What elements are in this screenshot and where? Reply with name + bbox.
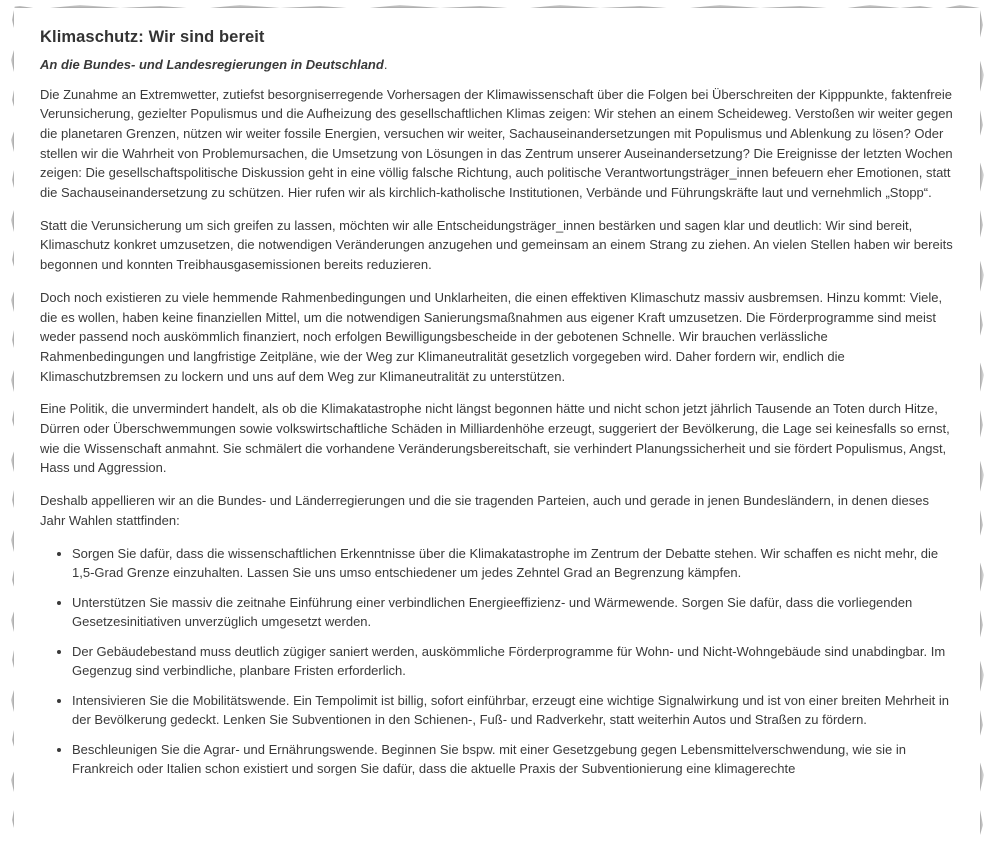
address-line [40, 55, 954, 75]
document-title: Klimaschutz: Wir sind bereit [40, 28, 265, 46]
demand-item-mobility: • Intensivieren Sie die Mobilitätswende. Ein Tempolimit ist billig, sofort einführbar, erzeugt eine wichtige Signalwirkung und ist von einer breiten Mehrheit in der Bevölkerung gedeckt. Lenken Sie Subventionen in den Schienen-, Fuß- und Radverkehr, statt weiterhin Autos und Straßen zu fördern. [72, 691, 954, 730]
demand-item-energy: • Unterstützen Sie massiv die zeitnahe Einführung einer verbindlichen Energieeffizienz- und Wärmewende. Sorgen Sie dafür, dass die vorliegenden Gesetzesinitiativen unverzüglich umgesetzt werden. [72, 593, 954, 632]
document-body [40, 28, 954, 789]
demands-list [40, 544, 954, 779]
paragraph-politics: Eine Politik, die unvermindert handelt, als ob die Klimakatastrophe nicht längst begonnen hätte und nicht schon jetzt jährlich Tausende an Toten durch Hitze, Dürren oder Überschwemmungen sowie volkswirtschaftliche Schäden in Milliardenhöhe erzeugt, suggeriert der Bevölkerung, die Lage sei keinesfalls so ernst, wie die Wissenschaft anmahnt. Sie schmälert die vorhandene Veränderungsbereitschaft, sie verhindert Planungssicherheit und sie fördert Populismus, Angst, Hass und Aggression. [40, 401, 950, 476]
demand-item-science: • Sorgen Sie dafür, dass die wissenschaftlichen Erkenntnisse über die Klimakatastrophe im Zentrum der Debatte stehen. Wir schaffen es nicht mehr, die 1,5-Grad Grenze einzuhalten. Lassen Sie uns umso entschiedener um jedes Zehntel Grad an Begrenzung kämpfen. [72, 544, 954, 583]
address-recipient: An die Bundes- und Landesregierungen in Deutschland [40, 57, 384, 72]
paragraph-appeal: Deshalb appellieren wir an die Bundes- und Länderregierungen und die sie tragenden Parteien, auch und gerade in jenen Bundesländern, in denen dieses Jahr Wahlen stattfinden: [40, 493, 929, 528]
paragraph-intro: Die Zunahme an Extremwetter, zutiefst besorgniserregende Vorhersagen der Klimawissenschaft über die Folgen bei Überschreiten der Kipppunkte, faktenfreie Verunsicherung, gezielter Populismus und die Aufheizung des gesellschaftlichen Klimas zeigen: Wir stehen an einem Scheideweg. Verstoßen wir weiter gegen die planetaren Grenzen, nützen wir weiter fossile Energien, versuchen wir weiter, Sachauseinandersetzungen mit Populismus und Ablenkung zu lösen? Oder stellen wir die Wahrheit von Problemursachen, die Umsetzung von Lösungen in das Zentrum unserer Auseinandersetzung? Die Ereignisse der letzten Wochen zeigen: Die gesellschaftspolitische Diskussion geht in eine völlig falsche Richtung, auch politische Verantwortungsträger_innen befeuern eher Emotionen, statt die Sachauseinandersetzung zu schützen. Hier rufen wir als kirchlich-katholische Institutionen, Verbände und Führungskräfte laut und vernehmlich „Stopp“. [40, 86, 953, 201]
address-suffix: . [383, 57, 388, 72]
paragraph-obstacles: Doch noch existieren zu viele hemmende Rahmenbedingungen und Unklarheiten, die einen effektiven Klimaschutz massiv ausbremsen. Hinzu kommt: Viele, die es wollen, haben keine finanziellen Mittel, um die notwendigen Sanierungsmaßnahmen aus eigener Kraft umzusetzen. Die Förderprogramme sind meist weder passend noch auskömmlich finanziert, noch erfolgen Bewilligungsbescheide in der gebotenen Schnelle. Wir brauchen verlässliche Rahmenbedingungen und langfristige Zeitpläne, wie der Weg zur Klimaneutralität gesetzlich vorgegeben wird. Daher fordern wir, endlich die Klimaschutzbremsen zu lockern und uns auf dem Weg zur Klimaneutralität zu unterstützen. [40, 289, 943, 384]
demand-item-agriculture: • Beschleunigen Sie die Agrar- und Ernährungswende. Beginnen Sie bspw. mit einer Gesetzgebung gegen Lebensmittelverschwendung, wie sie in Frankreich oder Italien schon existiert und sorgen Sie dafür, dass die aktuelle Praxis der Subventionierung eine klimagerechte [72, 740, 954, 779]
paragraph-readiness: Statt die Verunsicherung um sich greifen zu lassen, möchten wir alle Entscheidungsträger_innen bestärken und sagen klar und deutlich: Wir sind bereit, Klimaschutz konkret umzusetzen, die notwendigen Veränderungen anzugehen und gemeinsam an einem Strang zu ziehen. An vielen Stellen haben wir bereits begonnen und konnten Treibhausgasemissionen bereits reduzieren. [40, 217, 953, 273]
torn-paper-sheet [14, 8, 980, 855]
demand-item-buildings: • Der Gebäudebestand muss deutlich zügiger saniert werden, auskömmliche Förderprogramme für Wohn- und Nicht-Wohngebäude sind unabdingbar. Im Gegenzug sind verbindliche, planbare Fristen erforderlich. [72, 642, 954, 681]
